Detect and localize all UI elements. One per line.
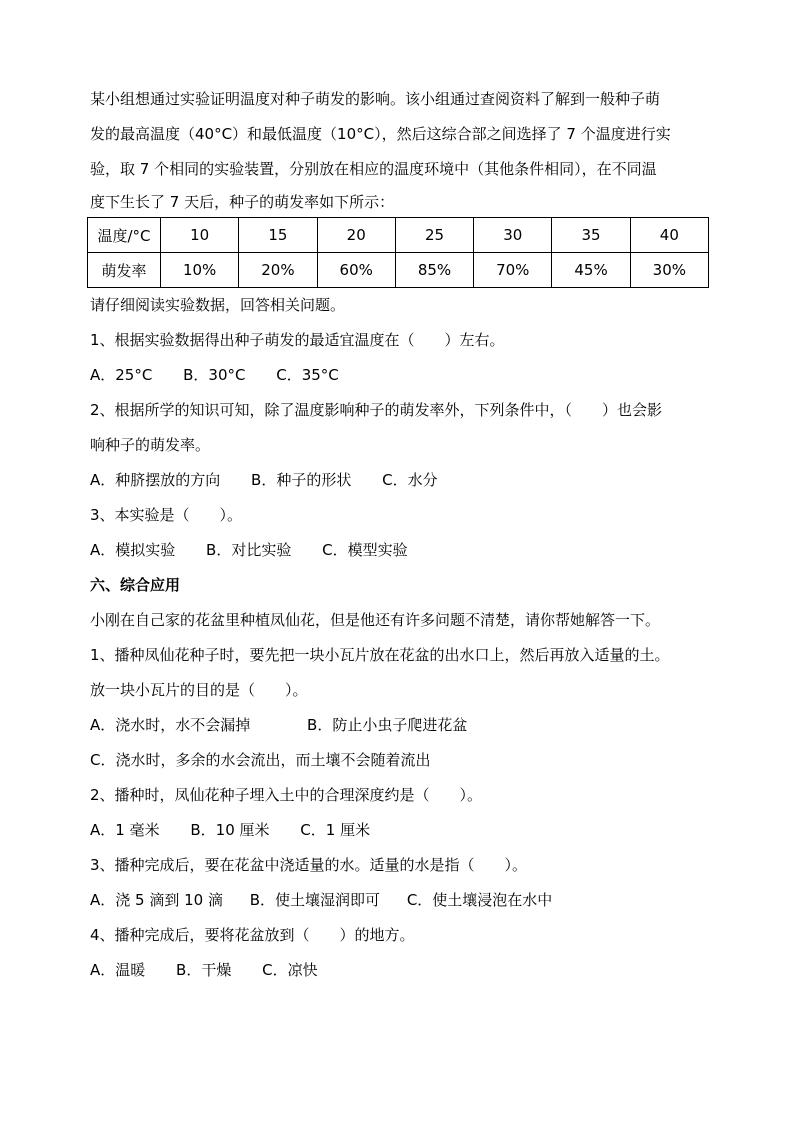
option-a: A．浇水时，水不会漏掉 (90, 716, 251, 734)
document-page (90, 82, 712, 988)
table-cell: 40 (630, 218, 708, 253)
option-a: A．温暖 (90, 961, 146, 979)
option-b: B．干燥 (176, 961, 232, 979)
option-c: C．35°C (276, 366, 339, 384)
option-a: A．模拟实验 (90, 541, 176, 559)
section-6-title: 六、综合应用 (90, 576, 181, 594)
s6-question-4-options (90, 953, 712, 988)
table-cell: 85% (395, 253, 473, 288)
intro-line-2: 发的最高温度（40°C）和最低温度（10°C），然后这综合部之间选择了 7 个温度进行实 (90, 125, 671, 143)
germination-table (87, 217, 709, 288)
table-row-temperature (88, 218, 709, 253)
s6-question-3-stem: 3、播种完成后，要在花盆中浇适量的水。适量的水是指（ ）。 (90, 856, 528, 874)
option-a: A．种脐摆放的方向 (90, 471, 221, 489)
question-2-stem-line-1: 2、根据所学的知识可知，除了温度影响种子的萌发率外，下列条件中，（ ）也会影 (90, 401, 663, 419)
option-a: A．浇 5 滴到 10 滴 (90, 891, 223, 909)
table-cell: 20 (317, 218, 395, 253)
option-b: B．使土壤湿润即可 (249, 891, 381, 909)
intro-line-1: 某小组想通过实验证明温度对种子萌发的影响。该小组通过查阅资料了解到一般种子萌 (90, 90, 661, 108)
table-row-germination-rate (88, 253, 709, 288)
question-3-stem: 3、本实验是（ ）。 (90, 506, 243, 524)
option-c: C．使土壤浸泡在水中 (406, 891, 553, 909)
table-cell: 20% (239, 253, 317, 288)
intro-line-3: 验，取 7 个相同的实验装置，分别放在相应的温度环境中（其他条件相同），在不同温 (90, 160, 657, 178)
option-b: B．10 厘米 (190, 821, 270, 839)
s6-question-3-options (90, 883, 712, 918)
option-c: C．1 厘米 (300, 821, 371, 839)
table-cell: 25 (395, 218, 473, 253)
table-cell: 10% (161, 253, 239, 288)
s6-question-1-stem-line-1: 1、播种凤仙花种子时，要先把一块小瓦片放在花盆的出水口上，然后再放入适量的土。 (90, 646, 670, 664)
intro-line-4: 度下生长了 7 天后，种子的萌发率如下所示： (90, 193, 395, 211)
option-c: C．模型实验 (322, 541, 408, 559)
table-cell: 45% (552, 253, 630, 288)
option-b: B．防止小虫子爬进花盆 (307, 716, 468, 734)
option-b: B．30°C (183, 366, 246, 384)
question-2-stem-line-2: 响种子的萌发率。 (90, 436, 211, 454)
table-cell: 30% (630, 253, 708, 288)
question-1-stem: 1、根据实验数据得出种子萌发的最适宜温度在（ ）左右。 (90, 331, 505, 349)
option-b: B．对比实验 (206, 541, 292, 559)
section-6-intro: 小刚在自己家的花盆里种植凤仙花，但是他还有许多问题不清楚，请你帮她解答一下。 (90, 611, 661, 629)
option-c: C．凉快 (262, 961, 318, 979)
s6-question-2-stem: 2、播种时，凤仙花种子埋入土中的合理深度约是（ ）。 (90, 786, 483, 804)
table-cell: 60% (317, 253, 395, 288)
s6-question-1-options-ab (90, 708, 712, 743)
option-a: A．25°C (90, 366, 153, 384)
s6-question-2-options (90, 813, 712, 848)
table-cell: 10 (161, 218, 239, 253)
question-3-options (90, 533, 712, 568)
s6-question-1-option-c: C．浇水时，多余的水会流出，而土壤不会随着流出 (90, 751, 431, 769)
question-1-options (90, 358, 712, 393)
s6-question-1-stem-line-2: 放一块小瓦片的目的是（ ）。 (90, 681, 308, 699)
option-c: C．水分 (382, 471, 438, 489)
table-cell: 15 (239, 218, 317, 253)
instruction-text: 请仔细阅读实验数据，回答相关问题。 (90, 296, 346, 314)
table-header-rate: 萌发率 (88, 253, 161, 288)
table-cell: 30 (474, 218, 552, 253)
option-a: A．1 毫米 (90, 821, 160, 839)
table-header-temperature: 温度/°C (88, 218, 161, 253)
option-b: B．种子的形状 (251, 471, 352, 489)
s6-question-4-stem: 4、播种完成后，要将花盆放到（ ）的地方。 (90, 926, 415, 944)
table-cell: 35 (552, 218, 630, 253)
question-2-options (90, 463, 712, 498)
table-cell: 70% (474, 253, 552, 288)
